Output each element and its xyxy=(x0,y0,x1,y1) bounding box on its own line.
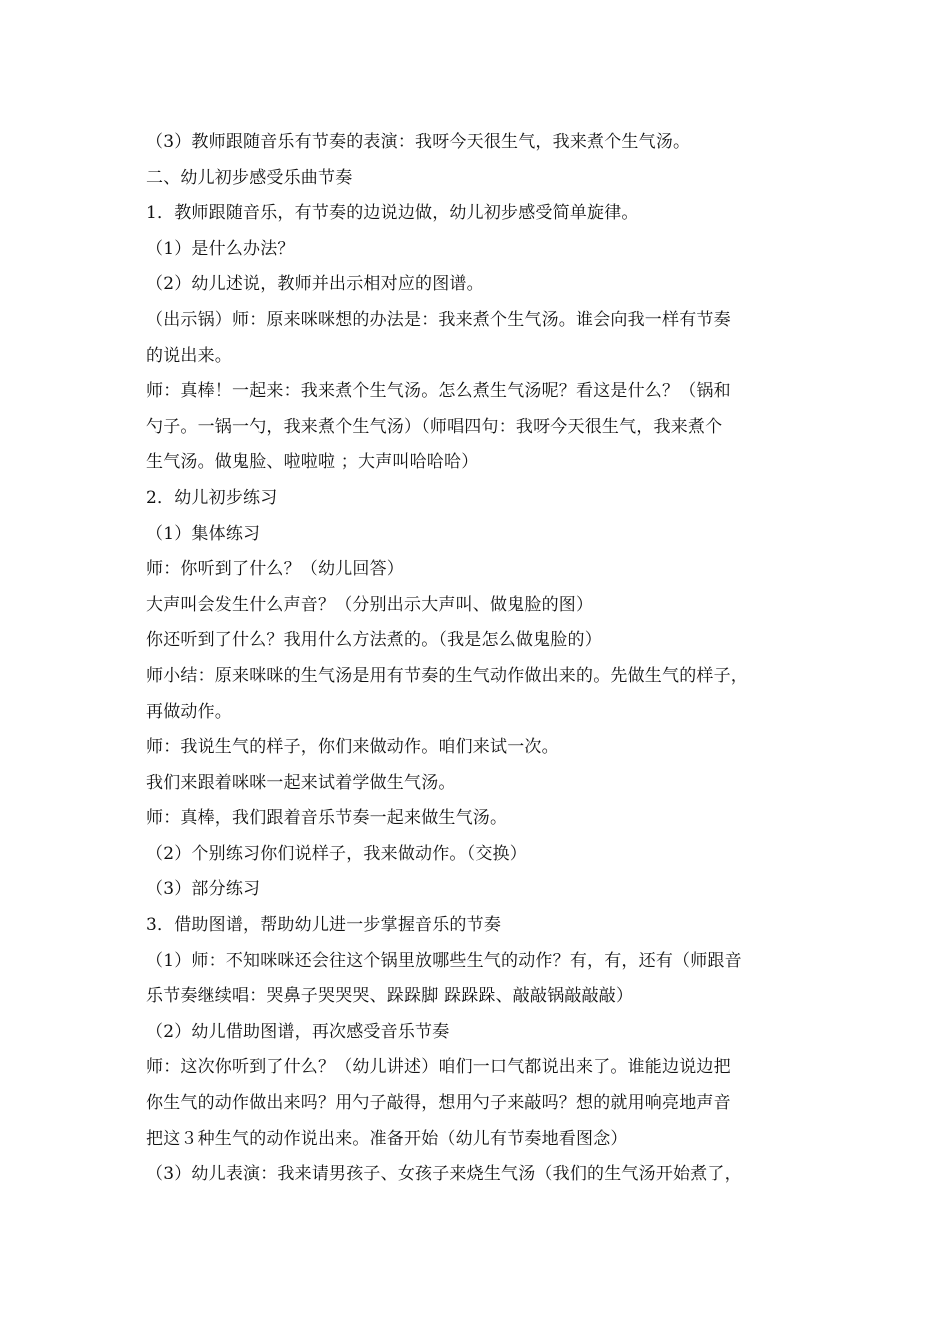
text-line: 你还听到了什么？我用什么方法煮的。（我是怎么做鬼脸的） xyxy=(146,630,602,651)
text-line: 大声叫会发生什么声音？（分别出示大声叫、做鬼脸的图） xyxy=(146,594,594,615)
text-line: （出示锅）师：原来咪咪想的办法是：我来煮个生气汤。谁会向我一样有节奏 xyxy=(146,309,731,330)
text-line: 生气汤。做鬼脸、啦啦啦 ；大声叫哈哈哈） xyxy=(146,452,479,473)
text-line: （2）个别练习你们说样子，我来做动作。（交换） xyxy=(146,843,527,864)
text-line: 师：你听到了什么？（幼儿回答） xyxy=(146,559,404,580)
text-line: （1）是什么办法？ xyxy=(146,238,295,259)
text-line: 再做动作。 xyxy=(146,701,232,722)
text-line: （3）部分练习 xyxy=(146,879,261,900)
subsection-heading: 2．幼儿初步练习 xyxy=(146,487,278,508)
text-line: （2）幼儿述说，教师并出示相对应的图谱。 xyxy=(146,274,484,295)
text-line: 1．教师跟随音乐，有节奏的边说边做，幼儿初步感受简单旋律。 xyxy=(146,203,639,224)
text-line: 师：真棒！一起来：我来煮个生气汤。怎么煮生气汤呢？看这是什么？（锅和 xyxy=(146,381,731,402)
section-heading: 二、幼儿初步感受乐曲节奏 xyxy=(146,167,353,188)
text-line: （1）师：不知咪咪还会往这个锅里放哪些生气的动作？有，有，还有（师跟音 xyxy=(146,950,742,971)
text-line: 师：这次你听到了什么？（幼儿讲述）咱们一口气都说出来了。谁能边说边把 xyxy=(146,1057,731,1078)
text-line: （3）教师跟随音乐有节奏的表演：我呀今天很生气，我来煮个生气汤。 xyxy=(146,132,691,152)
text-line: 把这３种生气的动作说出来。准备开始（幼儿有节奏地看图念） xyxy=(146,1128,628,1149)
text-line: 师：真棒，我们跟着音乐节奏一起来做生气汤。 xyxy=(146,808,508,829)
text-line: （1）集体练习 xyxy=(146,523,261,544)
text-line: 师小结：原来咪咪的生气汤是用有节奏的生气动作做出来的。先做生气的样子， xyxy=(146,665,748,686)
text-line: （2）幼儿借助图谱，再次感受音乐节奏 xyxy=(146,1021,450,1042)
document-body xyxy=(146,125,826,1193)
text-line: 你生气的动作做出来吗？用勺子敲得，想用勺子来敲吗？想的就用响亮地声音 xyxy=(146,1093,731,1114)
subsection-heading: 3．借助图谱，帮助幼儿进一步掌握音乐的节奏 xyxy=(146,915,502,936)
text-line: 我们来跟着咪咪一起来试着学做生气汤。 xyxy=(146,772,456,793)
text-line: 乐节奏继续唱：哭鼻子哭哭哭、跺跺脚 跺跺跺、敲敲锅敲敲敲） xyxy=(146,986,634,1007)
text-line: 师：我说生气的样子，你们来做动作。咱们来试一次。 xyxy=(146,737,559,758)
text-line: 勺子。一锅一勺，我来煮个生气汤）（师唱四句：我呀今天很生气，我来煮个 xyxy=(146,416,723,437)
text-line: （3）幼儿表演：我来请男孩子、女孩子来烧生气汤（我们的生气汤开始煮了， xyxy=(146,1164,742,1185)
text-line: 的说出来。 xyxy=(146,345,232,366)
